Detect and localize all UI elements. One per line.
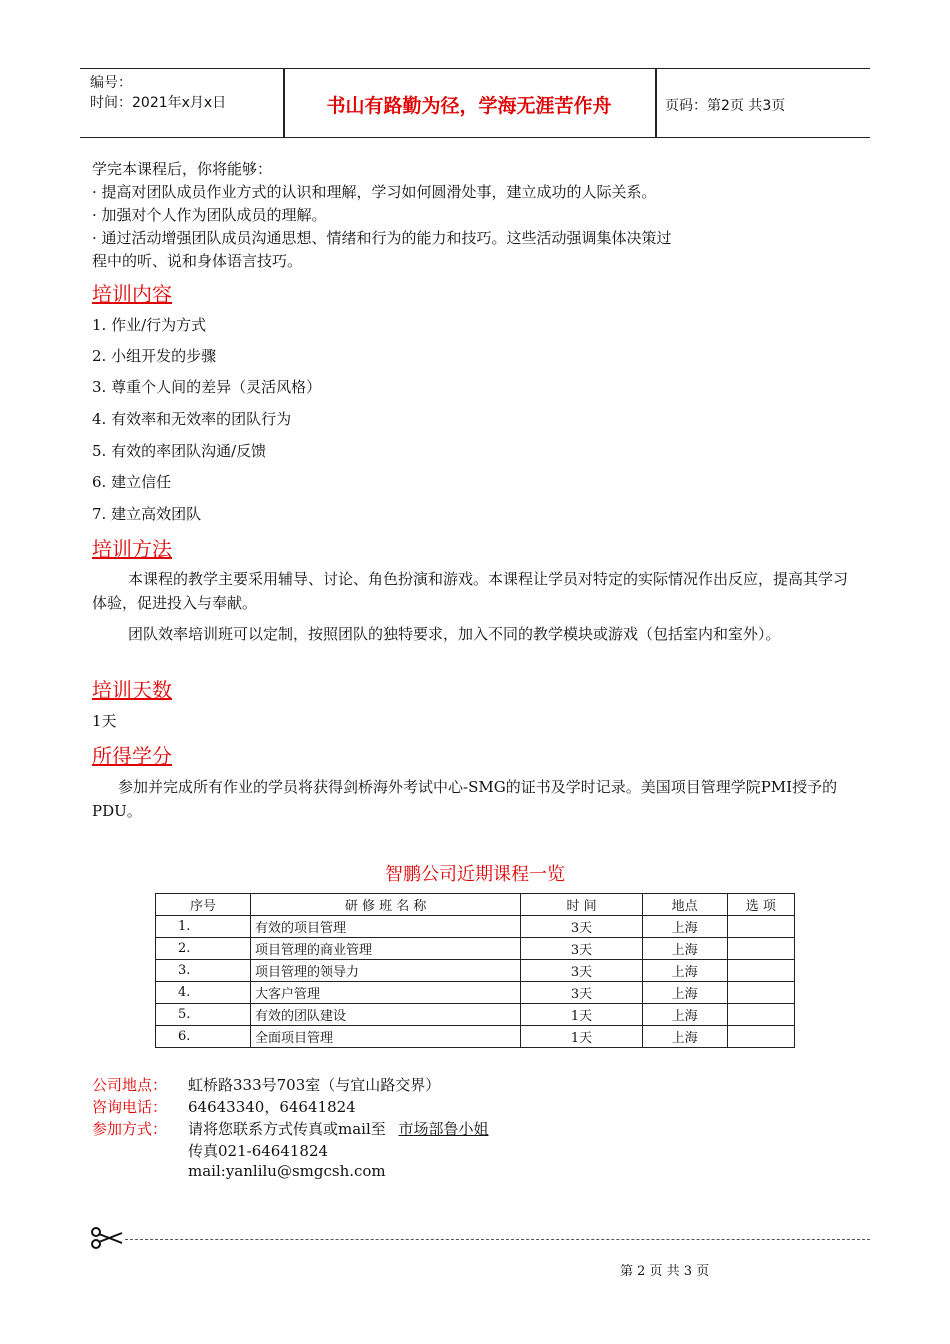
cell-location: 上海 (642, 1026, 727, 1048)
address-value: 虹桥路333号703室（与宜山路交界） (188, 1076, 441, 1094)
join-contact-link[interactable]: 市场部鲁小姐 (398, 1120, 489, 1138)
intro-bullet: · 提高对团队成员作业方式的认识和理解，学习如何圆滑处事，建立成功的人际关系。 (92, 183, 657, 201)
section-heading-days: 培训天数 (92, 678, 172, 702)
date-label: 时间：2021年x月x日 (90, 95, 227, 111)
col-header: 时 间 (521, 894, 642, 916)
cell-name: 全面项目管理 (251, 1026, 521, 1048)
cut-line (125, 1239, 870, 1240)
method-paragraph: 本课程的教学主要采用辅导、讨论、角色扮演和游戏。本课程让学员对特定的实际情况作出反应，提高其学习体验，促进投入与奉献。 (92, 570, 849, 612)
content-item: 3. 尊重个人间的差异（灵活风格） (92, 378, 322, 396)
cell-time: 1天 (521, 1026, 642, 1048)
method-paragraph: 团队效率培训班可以定制，按照团队的独特要求，加入不同的教学模块或游戏（包括室内和室外）。 (128, 625, 781, 643)
table-row (156, 960, 795, 982)
col-header: 选 项 (727, 894, 794, 916)
section-heading-method: 培训方法 (92, 537, 172, 561)
table-row (156, 1026, 795, 1048)
header-page-info: 页码：第2页 共3页 (665, 98, 786, 114)
cell-num: 5. (156, 1004, 251, 1026)
cell-num: 3. (156, 960, 251, 982)
cell-option (727, 1004, 794, 1026)
section-heading-content: 培训内容 (92, 282, 172, 306)
address-label: 公司地点： (92, 1076, 168, 1094)
scissors-icon (90, 1226, 124, 1250)
join-label: 参加方式： (92, 1120, 168, 1138)
join-value (188, 1118, 489, 1139)
join-text: 请将您联系方式传真或mail至 (188, 1120, 386, 1138)
content-item: 1. 作业/行为方式 (92, 316, 207, 334)
mail-value[interactable]: mail:yanlilu@smgcsh.com (188, 1162, 386, 1180)
cell-location: 上海 (642, 1004, 727, 1026)
phone-value: 64643340，64641824 (188, 1098, 356, 1116)
cell-num: 1. (156, 916, 251, 938)
cell-name: 有效的项目管理 (251, 916, 521, 938)
cell-time: 3天 (521, 916, 642, 938)
course-table (155, 893, 795, 1048)
cell-location: 上海 (642, 938, 727, 960)
cell-time: 1天 (521, 1004, 642, 1026)
cell-num: 2. (156, 938, 251, 960)
col-header: 序号 (156, 894, 251, 916)
col-header: 地点 (642, 894, 727, 916)
intro-bullet: · 加强对个人作为团队成员的理解。 (92, 206, 327, 224)
page-footer: 第 2 页 共 3 页 (620, 1264, 710, 1279)
cell-location: 上海 (642, 960, 727, 982)
cell-option (727, 938, 794, 960)
cell-location: 上海 (642, 916, 727, 938)
content-item: 2. 小组开发的步骤 (92, 347, 217, 365)
header-motto: 书山有路勤为径，学海无涯苦作舟 (326, 95, 612, 117)
cell-num: 6. (156, 1026, 251, 1048)
content-item: 4. 有效率和无效率的团队行为 (92, 410, 292, 428)
cell-name: 有效的团队建设 (251, 1004, 521, 1026)
credit-paragraph: 参加并完成所有作业的学员将获得剑桥海外考试中心-SMG的证书及学时记录。美国项目管理学院PMI授予的PDU。 (92, 778, 838, 820)
content-item: 7. 建立高效团队 (92, 505, 202, 523)
cell-option (727, 982, 794, 1004)
page-header (80, 68, 870, 138)
phone-label: 咨询电话： (92, 1098, 168, 1116)
code-label: 编号： (90, 75, 132, 91)
days-value: 1天 (92, 712, 117, 730)
table-row (156, 916, 795, 938)
header-meta (90, 73, 226, 113)
content-item: 6. 建立信任 (92, 473, 172, 491)
cell-option (727, 960, 794, 982)
cell-time: 3天 (521, 982, 642, 1004)
cell-time: 3天 (521, 960, 642, 982)
cell-option (727, 1026, 794, 1048)
cell-name: 项目管理的领导力 (251, 960, 521, 982)
cell-location: 上海 (642, 982, 727, 1004)
table-row (156, 1004, 795, 1026)
header-divider (655, 69, 657, 137)
cell-num: 4. (156, 982, 251, 1004)
cell-time: 3天 (521, 938, 642, 960)
table-row (156, 938, 795, 960)
table-row (156, 982, 795, 1004)
content-item: 5. 有效的率团队沟通/反馈 (92, 442, 267, 460)
cell-name: 大客户管理 (251, 982, 521, 1004)
intro-lead: 学完本课程后，你将能够： (92, 160, 273, 178)
fax-value: 传真021-64641824 (188, 1142, 329, 1160)
cell-option (727, 916, 794, 938)
table-header-row (156, 894, 795, 916)
course-table-title: 智鹏公司近期课程一览 (385, 864, 565, 885)
intro-bullet: · 通过活动增强团队成员沟通思想、情绪和行为的能力和技巧。这些活动强调集体决策过 (92, 229, 672, 247)
col-header: 研 修 班 名 称 (251, 894, 521, 916)
section-heading-credit: 所得学分 (92, 744, 172, 768)
intro-bullet: 程中的听、说和身体语言技巧。 (92, 252, 303, 270)
cell-name: 项目管理的商业管理 (251, 938, 521, 960)
